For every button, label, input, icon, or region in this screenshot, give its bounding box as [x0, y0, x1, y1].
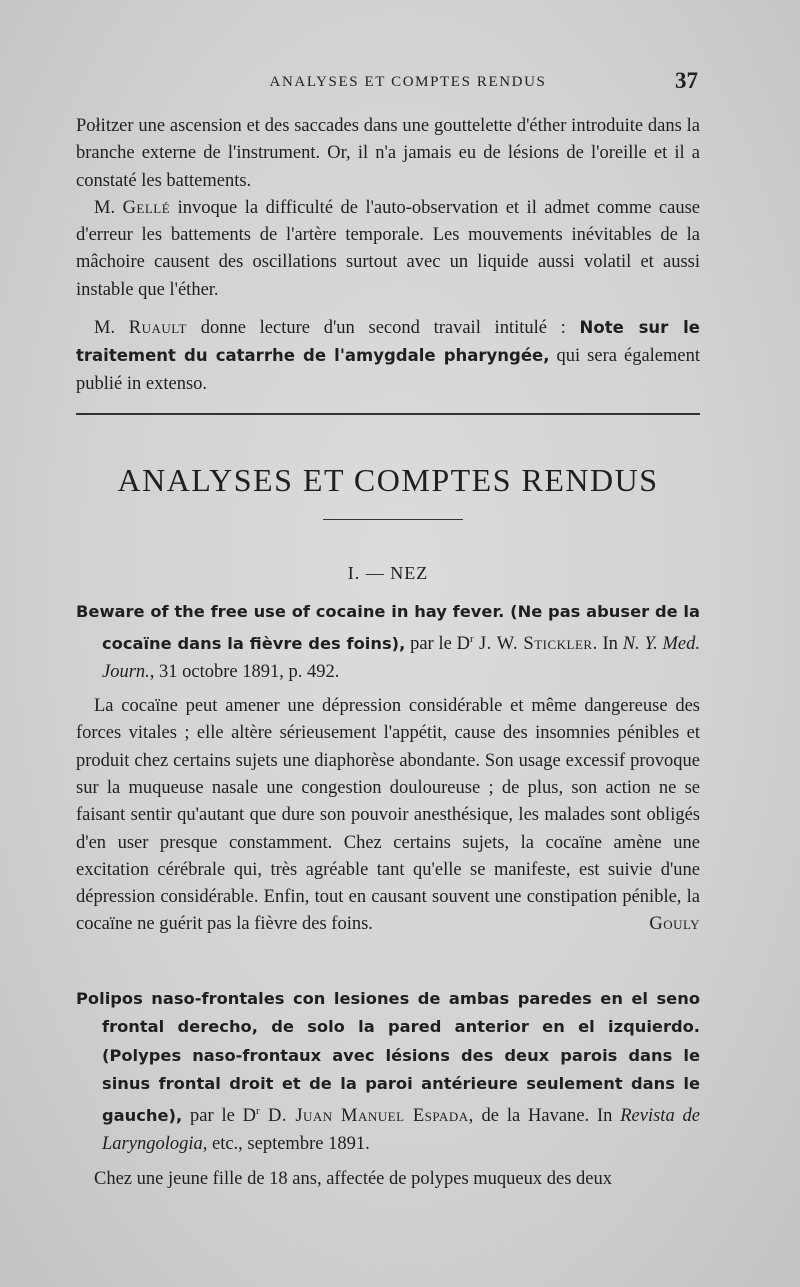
page-number: 37	[675, 68, 698, 93]
entry-2-body: Chez une jeune fille de 18 ans, affectée de polypes muqueux des deux	[94, 1168, 612, 1189]
paragraph-3	[76, 314, 700, 398]
entry-1-title: Beware of the free use of cocaine in hay fever. (Ne pas abuser de la cocaïne dans la fièvre des foins),	[76, 602, 700, 654]
entry-2-title: Polipos naso-frontales con lesiones de ambas paredes en el seno frontal derecho, de solo la pared anterior en el izquierdo. (Polypes naso-frontaux avec lésions des deux parois dans le sinus frontal droit et de la paroi antérieure seulement dans le gauche),	[76, 989, 700, 1126]
p3-lead: M.	[94, 318, 129, 339]
running-title: ANALYSES ET COMPTES RENDUS	[269, 74, 547, 90]
p3-title: Note sur le traitement du catarrhe de l'amygdale pharyngée,	[76, 318, 700, 366]
entry-1-source-post: , 31 octobre 1891, p. 492.	[149, 661, 340, 682]
entry-1-citation	[76, 598, 700, 686]
review-entry-2	[76, 985, 700, 1193]
entry-2-place: de la Havane. In	[473, 1106, 621, 1127]
entry-2-citation	[76, 985, 700, 1158]
entry-2-journal: Revista de Laryngologia	[102, 1106, 700, 1154]
entry-2-by-sup: r	[256, 1105, 260, 1118]
continued-text	[76, 113, 700, 398]
p3-name: Ruault	[128, 318, 187, 339]
entry-1-body-text: La cocaïne peut amener une dépression considérable et même dangereuse des forces vitales ; elle altère sérieusement l'appétit, cause des insomnies pénibles et produit chez certains sujets une diaphorèse abondante. Son usage excessif provoque sur la muqueuse nasale une congestion douloureuse ; de plus, son action ne se faisant sentir qu'autant que dure son pouvoir anesthésique, les malades sont obligés d'en user presque constamment. Chez certains sujets, la cocaïne amène une excitation cérébrale qui, très agréable tant qu'elle se manifeste, est suivie d'une dépression considérable. Enfin, tout en causant souvent une constipation pénible, la cocaïne ne guérit pas la fièvre des foins.	[76, 696, 700, 935]
running-head	[76, 68, 700, 98]
entry-1-reviewer: Gouly	[649, 914, 700, 935]
p3-rest: qui sera également publié in extenso.	[76, 346, 700, 394]
review-entry-1	[76, 598, 700, 939]
paragraph-2	[76, 195, 700, 304]
section-title: ANALYSES ET COMPTES RENDUS	[117, 462, 659, 498]
p2-rest: invoque la difficulté de l'auto-observation et il admet comme cause d'erreur les battements de l'artère temporale. Les mouvements inévitables de la mâchoire causent des oscillations surtout avec un liquide aussi volatil et aussi instable que l'éther.	[76, 197, 700, 300]
entry-1-by-sup: r	[470, 633, 474, 646]
p2-lead: M.	[94, 197, 123, 218]
subsection-heading: I. — NEZ	[347, 563, 429, 583]
entry-2-source-post: , etc., septembre 1891.	[202, 1133, 370, 1154]
entry-2-author: D. Juan Manuel Espada,	[259, 1106, 474, 1127]
entry-1-journal: N. Y. Med. Journ.	[102, 634, 700, 682]
entry-1-body	[76, 693, 700, 939]
entry-1-author: J. W. Stickler.	[473, 634, 598, 655]
p2-name: Gellé	[122, 197, 171, 218]
section-divider	[76, 413, 700, 415]
paragraph-1: Połitzer une ascension et des saccades dans une gouttelette d'éther introduite dans la branche externe de l'instrument. Or, il n'a jamais eu de lésions de l'oreille et il a constaté les battements.	[76, 116, 700, 191]
p3-mid: donne lecture d'un second travail intitulé :	[187, 318, 580, 339]
entry-1-by: par le D	[405, 634, 470, 655]
entry-1-source-pre: In	[597, 634, 623, 655]
entry-2-by: par le D	[182, 1106, 256, 1127]
title-underline	[323, 519, 463, 520]
